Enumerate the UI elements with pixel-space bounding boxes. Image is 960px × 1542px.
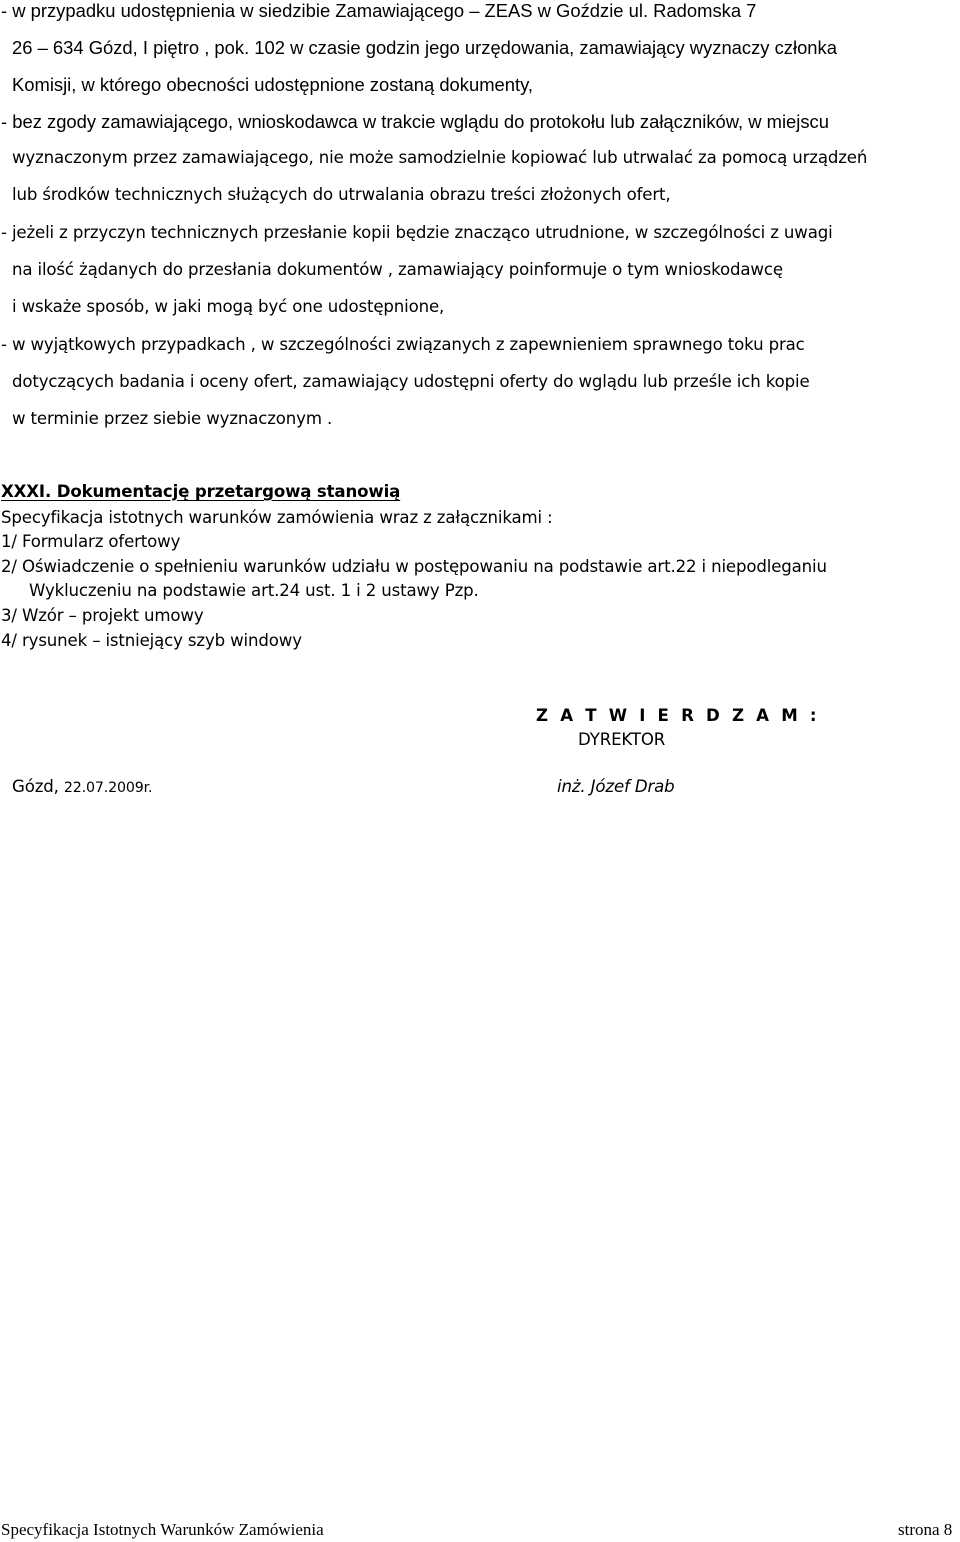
attachment-item-1: 1/ Formularz ofertowy <box>1 532 181 551</box>
section-intro: Specyfikacja istotnych warunków zamówienia wraz z załącznikami : <box>1 508 553 527</box>
approval-role: DYREKTOR <box>578 730 666 749</box>
place-label: Gózd, <box>12 777 59 796</box>
text-line-8: na ilość żądanych do przesłania dokumentów , zamawiający poinformuje o tym wnioskodawcę <box>12 260 783 279</box>
text-line-6: lub środków technicznych służących do utrwalania obrazu treści złożonych ofert, <box>12 185 671 204</box>
footer-page-number: strona 8 <box>898 1520 953 1539</box>
footer-title: Specyfikacja Istotnych Warunków Zamówienia <box>1 1520 324 1539</box>
approval-title: Z A T W I E R D Z A M : <box>536 706 820 725</box>
text-line-4: - bez zgody zamawiającego, wnioskodawca w trakcie wglądu do protokołu lub załączników, w miejscu <box>1 111 829 132</box>
text-line-2: 26 – 634 Gózd, I piętro , pok. 102 w czasie godzin jego urzędowania, zamawiający wyznaczy członka <box>12 37 837 58</box>
signer-name: inż. Józef Drab <box>557 777 675 796</box>
text-line-12: w terminie przez siebie wyznaczonym . <box>12 409 333 428</box>
attachment-item-2: 2/ Oświadczenie o spełnieniu warunków udziału w postępowaniu na podstawie art.22 i niepodleganiu <box>1 557 827 576</box>
section-heading: XXXI. Dokumentację przetargową stanowią <box>1 482 401 501</box>
text-line-1: - w przypadku udostępnienia w siedzibie Zamawiającego – ZEAS w Goździe ul. Radomska 7 <box>1 0 757 21</box>
text-line-3: Komisji, w którego obecności udostępnione zostaną dokumenty, <box>12 74 534 95</box>
text-line-10: - w wyjątkowych przypadkach , w szczególności związanych z zapewnieniem sprawnego toku prac <box>1 335 805 354</box>
attachment-item-3: 3/ Wzór – projekt umowy <box>1 606 204 625</box>
text-line-11: dotyczących badania i oceny ofert, zamawiający udostępni oferty do wglądu lub prześle ich kopie <box>12 372 810 391</box>
attachment-item-2-cont: Wykluczeniu na podstawie art.24 ust. 1 i 2 ustawy Pzp. <box>29 581 479 600</box>
attachment-item-4: 4/ rysunek – istniejący szyb windowy <box>1 631 302 650</box>
place-and-date <box>12 779 152 796</box>
text-line-7: - jeżeli z przyczyn technicznych przesłanie kopii będzie znacząco utrudnione, w szczególności z uwagi <box>1 223 833 242</box>
date-value: 22.07.2009r. <box>63 780 153 796</box>
text-line-5: wyznaczonym przez zamawiającego, nie może samodzielnie kopiować lub utrwalać za pomocą urządzeń <box>12 148 868 167</box>
text-line-9: i wskaże sposób, w jaki mogą być one udostępnione, <box>12 297 445 316</box>
